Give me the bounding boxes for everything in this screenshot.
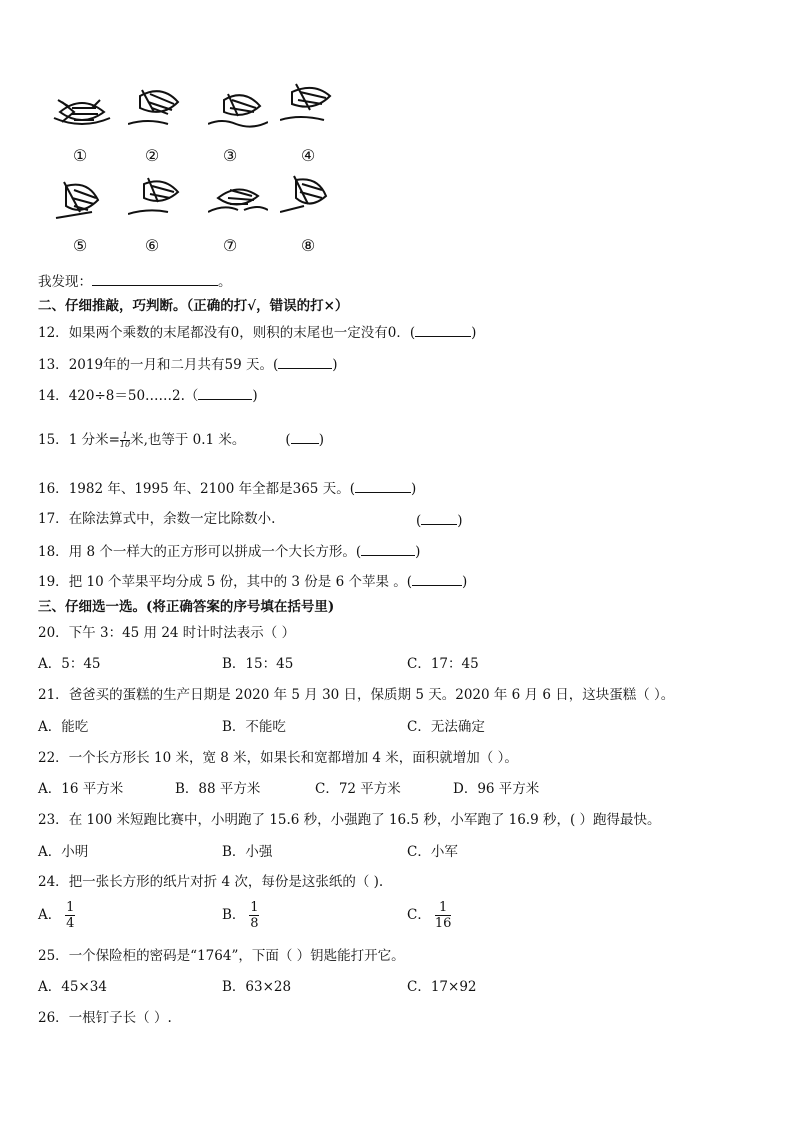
fish-image-8 bbox=[280, 168, 340, 220]
fish-image-6 bbox=[128, 168, 188, 220]
fish-image-2 bbox=[128, 78, 188, 130]
question-12: 12．如果两个乘数的末尾都没有0，则积的末尾也一定没有0．( ) bbox=[38, 322, 476, 342]
question-25: 25．一个保险柜的密码是“1764”，下面（ ）钥匙能打开它。 bbox=[38, 948, 405, 964]
finding-blank[interactable] bbox=[92, 271, 218, 286]
option-d[interactable]: D．96 平方米 bbox=[453, 781, 540, 797]
fraction: $\frac{1}{10}$ bbox=[119, 431, 131, 449]
answer-blank[interactable] bbox=[198, 385, 252, 400]
question-14: 14．420÷8＝50……2.（ ) bbox=[38, 385, 258, 405]
option-c[interactable]: C．17×92 bbox=[407, 979, 477, 995]
question-18: 18．用 8 个一样大的正方形可以拼成一个大长方形。( ) bbox=[38, 541, 420, 561]
answer-blank[interactable] bbox=[412, 571, 462, 586]
option-a[interactable]: A． $\frac{1}{4}$ bbox=[38, 900, 75, 931]
question-13: 13．2019年的一月和二月共有59 天。( ) bbox=[38, 354, 338, 374]
question-16: 16．1982 年、1995 年、2100 年全都是365 天。( ) bbox=[38, 478, 416, 498]
figure-label: ⑦ bbox=[222, 236, 238, 255]
fish-image-5 bbox=[52, 172, 112, 224]
option-a[interactable]: A．5：45 bbox=[38, 656, 101, 672]
question-23: 23．在 100 米短跑比赛中，小明跑了 15.6 秒，小强跑了 16.5 秒，小军跑了 16.9 秒，( ）跑得最快。 bbox=[38, 812, 661, 828]
figure-label: ② bbox=[144, 146, 160, 165]
fraction: $\frac{1}{16}$ bbox=[434, 900, 452, 931]
question-19: 19．把 10 个苹果平均分成 5 份，其中的 3 份是 6 个苹果 。( ) bbox=[38, 571, 467, 591]
fish-image-7 bbox=[208, 172, 268, 224]
option-b[interactable]: B．不能吃 bbox=[222, 719, 286, 735]
option-a[interactable]: A．45×34 bbox=[38, 979, 107, 995]
option-a[interactable]: A．小明 bbox=[38, 844, 89, 860]
option-a[interactable]: A．16 平方米 bbox=[38, 781, 124, 797]
answer-blank[interactable] bbox=[361, 541, 415, 556]
option-c[interactable]: C．小军 bbox=[407, 844, 458, 860]
question-26: 26．一根钉子长（ ）. bbox=[38, 1010, 172, 1026]
fraction: $\frac{1}{8}$ bbox=[250, 900, 259, 931]
section-3-title: 三、仔细选一选。(将正确答案的序号填在括号里) bbox=[38, 599, 335, 615]
fish-image-3 bbox=[208, 80, 268, 132]
fish-image-1 bbox=[52, 82, 112, 134]
question-17-answer: ( ) bbox=[416, 510, 463, 530]
figure-label: ⑥ bbox=[144, 236, 160, 255]
question-15: 15．1 分米= $\frac{1}{10}$ 米,也等于 0.1 米。 ( ) bbox=[38, 431, 324, 449]
question-17: 17．在除法算式中，余数一定比除数小. bbox=[38, 511, 276, 527]
option-b[interactable]: B．88 平方米 bbox=[175, 781, 261, 797]
figure-label: ⑧ bbox=[300, 236, 316, 255]
question-22: 22．一个长方形长 10 米，宽 8 米，如果长和宽都增加 4 米，面积就增加（ ）。 bbox=[38, 750, 518, 766]
option-c[interactable]: C．72 平方米 bbox=[315, 781, 401, 797]
option-b[interactable]: B． $\frac{1}{8}$ bbox=[222, 900, 259, 931]
answer-blank[interactable] bbox=[278, 354, 332, 369]
answer-blank[interactable] bbox=[355, 478, 411, 493]
figure-label: ⑤ bbox=[72, 236, 88, 255]
fraction: $\frac{1}{4}$ bbox=[66, 900, 75, 931]
question-24: 24．把一张长方形的纸片对折 4 次，每份是这张纸的（ ). bbox=[38, 874, 384, 890]
option-c[interactable]: C． $\frac{1}{16}$ bbox=[407, 900, 452, 931]
figure-label: ③ bbox=[222, 146, 238, 165]
section-2-title: 二、仔细推敲，巧判断。（正确的打√，错误的打×） bbox=[38, 298, 349, 314]
option-c[interactable]: C．17：45 bbox=[407, 656, 479, 672]
option-b[interactable]: B．63×28 bbox=[222, 979, 292, 995]
figure-label: ④ bbox=[300, 146, 316, 165]
fish-image-4 bbox=[280, 76, 340, 128]
question-21: 21．爸爸买的蛋糕的生产日期是 2020 年 5 月 30 日，保质期 5 天。2020 年 6 月 6 日，这块蛋糕（ ）。 bbox=[38, 687, 675, 703]
option-a[interactable]: A．能吃 bbox=[38, 719, 89, 735]
finding-line: 我发现： 。 bbox=[38, 271, 232, 291]
option-c[interactable]: C．无法确定 bbox=[407, 719, 485, 735]
question-20: 20．下午 3：45 用 24 时计时法表示（ ） bbox=[38, 625, 296, 641]
answer-blank[interactable] bbox=[421, 510, 457, 525]
answer-blank[interactable] bbox=[415, 322, 471, 337]
answer-blank[interactable] bbox=[291, 429, 319, 444]
option-b[interactable]: B．小强 bbox=[222, 844, 273, 860]
option-b[interactable]: B．15：45 bbox=[222, 656, 294, 672]
fish-figure bbox=[40, 72, 340, 262]
figure-label: ① bbox=[72, 146, 88, 165]
